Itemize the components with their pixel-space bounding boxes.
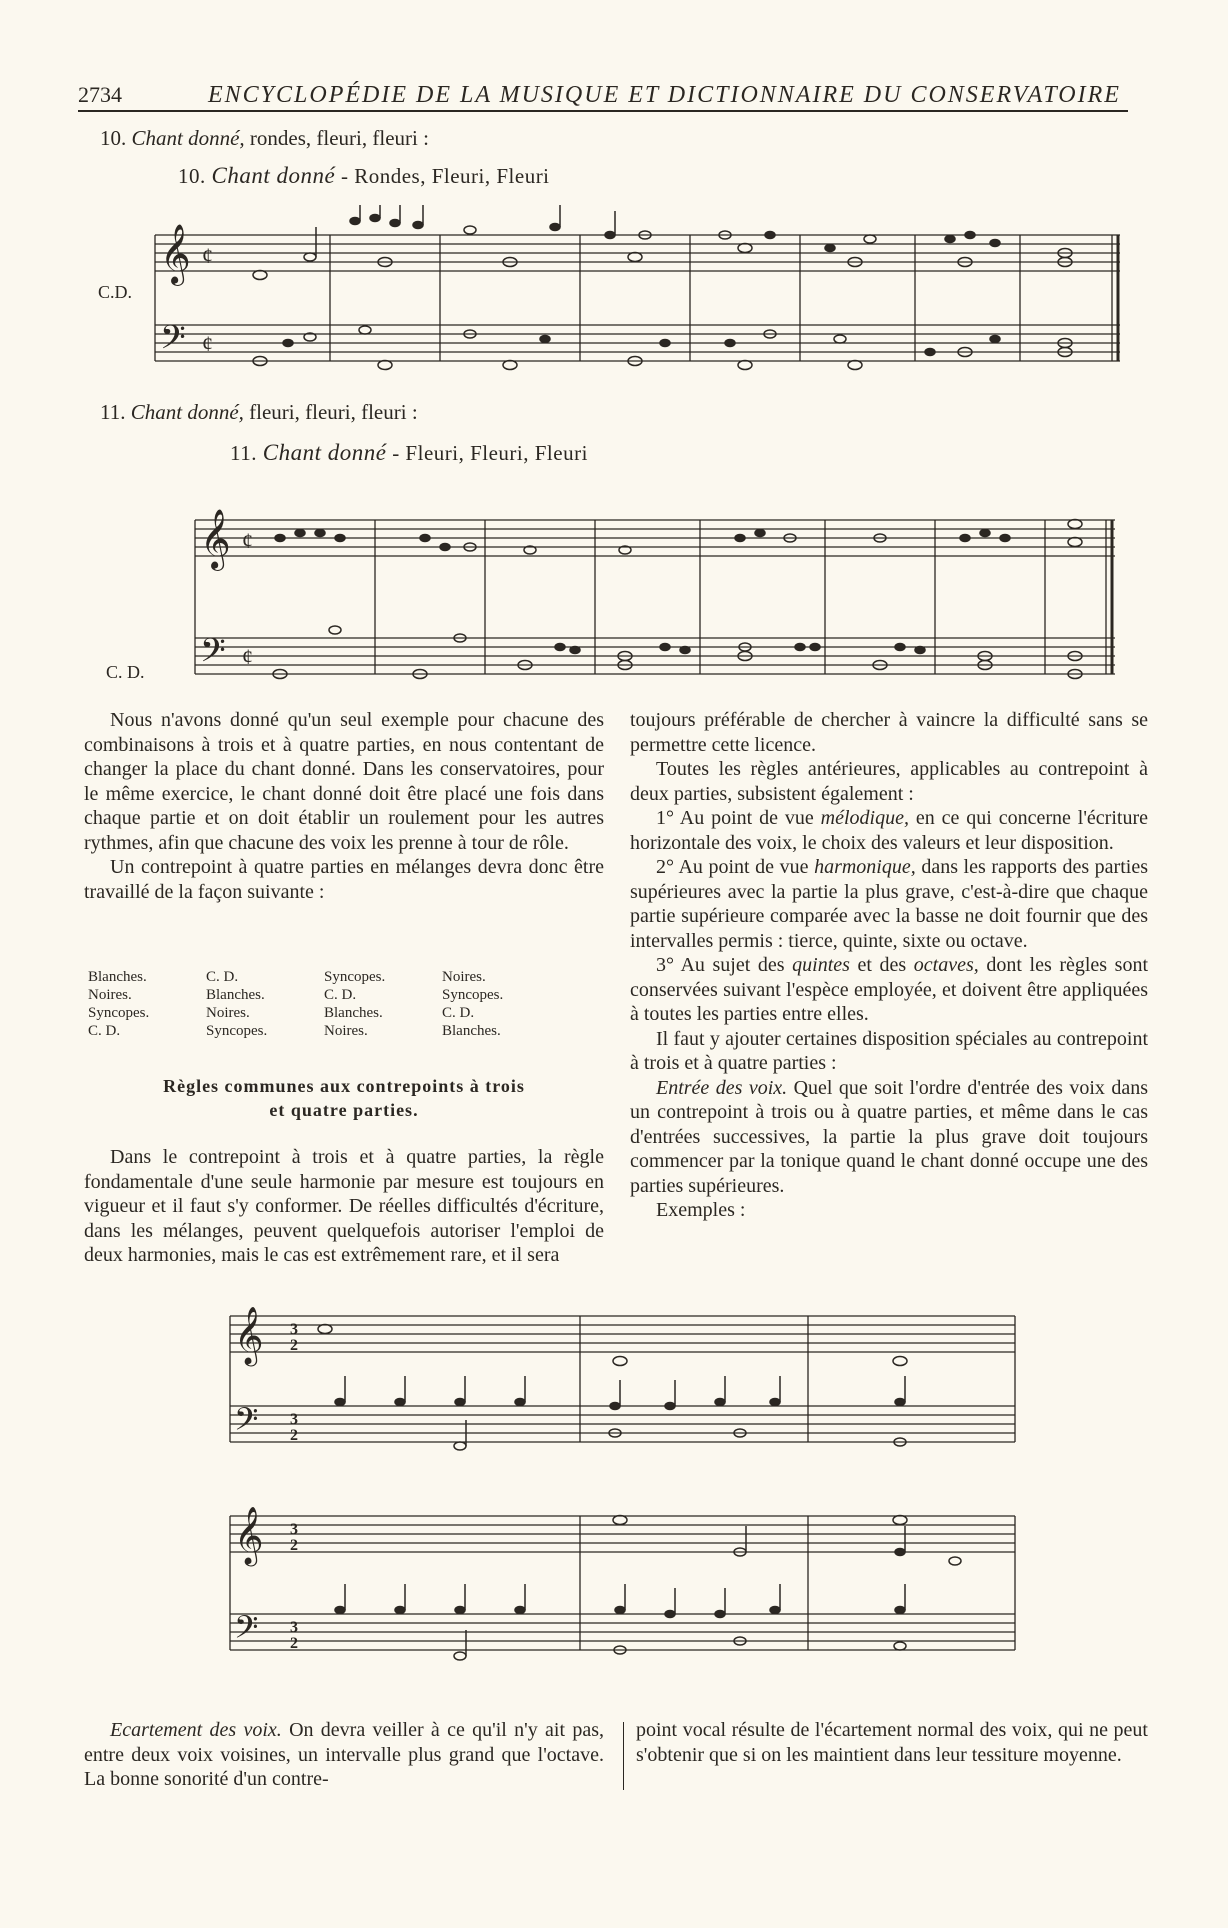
- svg-text:¢: ¢: [202, 331, 213, 356]
- example-10-title: 10. Chant donné - Rondes, Fleuri, Fleuri: [178, 163, 550, 188]
- bottom-right-paragraph: point vocal résulte de l'écartement normal des voix, qui ne peut s'obtenir que si on les maintient dans leur tessiture moyenne.: [636, 1719, 1148, 1766]
- svg-text:2: 2: [290, 1337, 298, 1354]
- example-11-label: 11. Chant donné, fleuri, fleuri, fleuri :: [100, 400, 418, 424]
- right-paragraph-7: Exemples :: [656, 1199, 746, 1221]
- column-divider: [623, 1722, 624, 1790]
- svg-text:𝄢: 𝄢: [234, 1609, 259, 1653]
- svg-text:3: 3: [290, 1521, 298, 1538]
- left-paragraph-2: Un contrepoint à quatre parties en mélanges devra donc être travaillé de la façon suivante :: [84, 856, 604, 903]
- example-11-score: [180, 490, 1120, 690]
- table-row: Blanches. C. D. Syncopes. Noires.: [88, 969, 486, 985]
- svg-text:¢: ¢: [242, 644, 253, 669]
- examples-score-2: [220, 1506, 1020, 1676]
- right-paragraph-2: 1° Au point de vue mélodique, en ce qui concerne l'écriture horizontale des voix, le choix des valeurs et leur disposition.: [630, 807, 1148, 854]
- svg-text:𝄢: 𝄢: [160, 319, 186, 365]
- table-row: C. D. Syncopes. Noires. Blanches.: [88, 1023, 501, 1039]
- right-column: [630, 708, 1148, 1223]
- svg-text:3: 3: [290, 1411, 298, 1428]
- example-10-label: 10. Chant donné, rondes, fleuri, fleuri :: [100, 126, 429, 150]
- section-heading: Règles communes aux contrepoints à trois et quatre parties.: [163, 1076, 525, 1120]
- svg-text:3: 3: [290, 1619, 298, 1636]
- svg-text:3: 3: [290, 1321, 298, 1338]
- svg-text:𝄢: 𝄢: [234, 1401, 259, 1445]
- example-11-cd-label: C. D.: [106, 662, 145, 682]
- left-paragraph-3: Dans le contrepoint à trois et à quatre parties, la règle fondamentale d'une seule harmonie par mesure est toujours en vigueur et il faut s'y conformer. De réelles difficultés d'écriture, dans les mélanges, peuvent quelquefois autoriser l'emploi de deux harmonies, mais le cas est extrêmement rare, et il sera: [84, 1146, 604, 1266]
- left-column-continued: [84, 1145, 604, 1268]
- running-title: ENCYCLOPÉDIE DE LA MUSIQUE ET DICTIONNAIRE DU CONSERVATOIRE: [208, 82, 1121, 108]
- voice-rotation-table: [88, 968, 560, 1040]
- running-header: [78, 80, 1128, 112]
- svg-text:𝄞: 𝄞: [234, 1506, 264, 1564]
- svg-text:2: 2: [290, 1635, 298, 1652]
- right-paragraph-5: Il faut y ajouter certaines disposition spéciales au contrepoint à trois et à quatre parties :: [630, 1027, 1148, 1074]
- right-paragraph-0: toujours préférable de chercher à vaincre la difficulté sans se permettre cette licence.: [630, 709, 1148, 756]
- examples-score-1: [220, 1306, 1020, 1456]
- table-row: Noires. Blanches. C. D. Syncopes.: [88, 987, 504, 1003]
- svg-text:2: 2: [290, 1427, 298, 1444]
- svg-text:𝄞: 𝄞: [160, 224, 191, 284]
- svg-text:𝄢: 𝄢: [200, 632, 226, 678]
- right-paragraph-3: 2° Au point de vue harmonique, dans les rapports des parties supérieures avec la partie la plus grave, c'est-à-dire que chaque partie supérieure comparée avec la basse ne doit fournir que des intervalles permis : tierce, quinte, sixte ou octave.: [630, 856, 1148, 952]
- example-10-score: [140, 205, 1125, 385]
- bottom-left-paragraph: Ecartement des voix. On devra veiller à ce qu'il n'y ait pas, entre deux voix voisines, un intervalle plus grand que l'octave. La bonne sonorité d'un contre-: [84, 1719, 604, 1790]
- left-column: [84, 708, 604, 904]
- svg-text:¢: ¢: [242, 528, 253, 553]
- left-paragraph-1: Nous n'avons donné qu'un seul exemple pour chacune des combinaisons à trois et à quatre parties, en nous contentant de changer la place du chant donné. Dans les conservatoires, pour le même exercice, le chant donné doit être placé une fois dans chaque partie et on doit établir un roulement pour les autres rythmes, afin que chacune des voix les prenne à tour de rôle.: [84, 709, 604, 854]
- table-row: Syncopes. Noires. Blanches. C. D.: [88, 1005, 475, 1021]
- right-paragraph-6: Entrée des voix. Quel que soit l'ordre d'entrée des voix dans un contrepoint à trois ou à quatre parties, et même dans le cas d'entrées successives, la partie la plus grave doit toujours commencer par la tonique quand le chant donné occupe une des parties supérieures.: [630, 1076, 1148, 1197]
- right-paragraph-1: Toutes les règles antérieures, applicables au contrepoint à deux parties, subsistent également :: [630, 758, 1148, 805]
- example-10-cd-label: C.D.: [98, 282, 133, 302]
- example-11-title: 11. Chant donné - Fleuri, Fleuri, Fleuri: [230, 440, 588, 465]
- svg-text:2: 2: [290, 1537, 298, 1554]
- svg-text:𝄞: 𝄞: [200, 509, 231, 569]
- svg-text:¢: ¢: [202, 243, 213, 268]
- svg-text:𝄞: 𝄞: [234, 1306, 264, 1364]
- right-paragraph-4: 3° Au sujet des quintes et des octaves, dont les règles sont conservées suivant l'espèce employée, et doivent être appliquées à toutes les parties entre elles.: [630, 954, 1149, 1025]
- page-number: 2734: [78, 82, 122, 107]
